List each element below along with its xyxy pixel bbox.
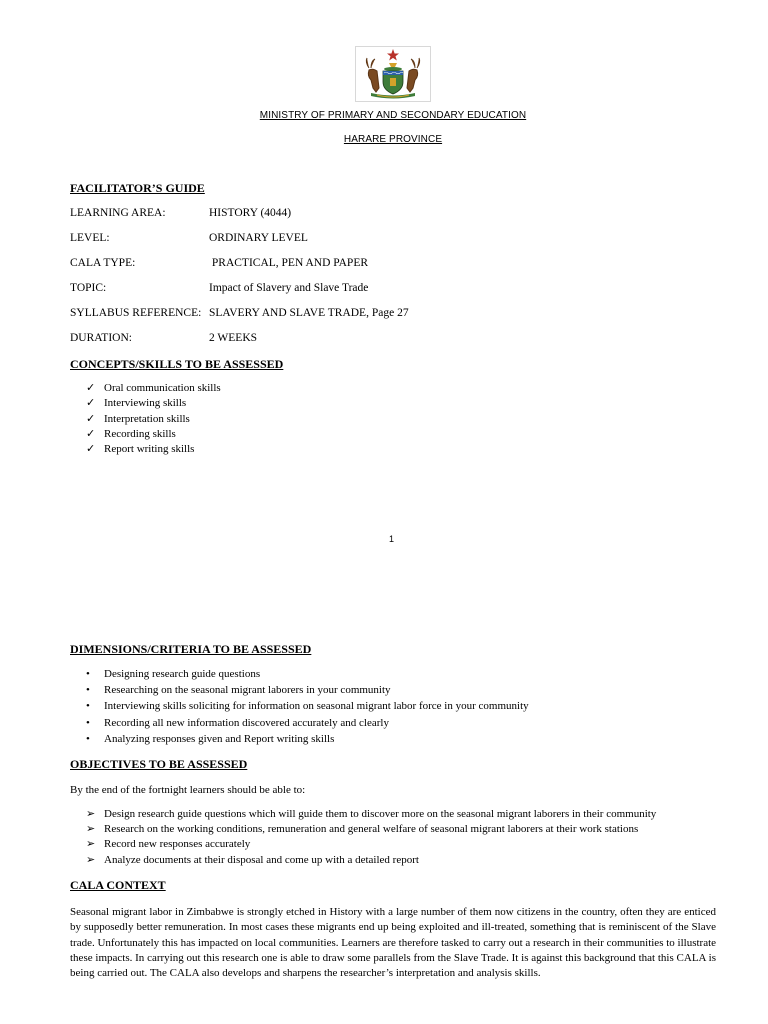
syllabus-reference-label: SYLLABUS REFERENCE:	[70, 307, 202, 319]
concepts-heading: CONCEPTS/SKILLS TO BE ASSESSED	[70, 357, 284, 371]
duration-label: DURATION:	[70, 332, 132, 344]
checkmark-icon: ✓	[86, 397, 96, 410]
arrow-bullet-icon: ➢	[86, 853, 96, 866]
context-paragraph: Seasonal migrant labor in Zimbabwe is strongly etched in History with a large number of them now citizens in the country, often they are enticed by supposedly better remuneration. In most cases these migrants end up being exploited and ill-treated, something that is reminiscent of the Slave trade. Unfortunately this has impacted on local communities. Learners are therefore tasked to carry out a research in their communities to illustrate these impacts. In carrying out this research one is able to draw some parallels from the Slave Trade. It is against this background that this CALA is being carried out. The CALA also develops and sharpens the researcher’s interpretation and analysis skills.	[70, 906, 717, 980]
checkmark-icon: ✓	[86, 382, 96, 394]
list-item: ✓ Recording skills	[86, 427, 221, 442]
coat-of-arms-emblem	[355, 46, 431, 102]
list-item: ✓ Oral communication skills	[86, 381, 221, 396]
list-item: • Designing research guide questions	[86, 666, 529, 682]
province-header: HARARE PROVINCE	[343, 134, 443, 145]
checkmark-icon: ✓	[86, 443, 96, 456]
learning-area-value: HISTORY (4044)	[209, 207, 292, 219]
list-item: ➢ Research on the working conditions, remuneration and general welfare of seasonal migrant laborers at their work stations	[86, 822, 656, 837]
guide-title: FACILITATOR’S GUIDE	[70, 181, 205, 195]
list-item: ✓ Report writing skills	[86, 442, 221, 457]
context-heading: CALA CONTEXT	[70, 878, 166, 892]
syllabus-reference-value: SLAVERY AND SLAVE TRADE, Page 27	[209, 307, 409, 319]
page-number: 1	[389, 534, 395, 544]
list-item: • Recording all new information discovered accurately and clearly	[86, 715, 529, 731]
bullet-icon: •	[86, 732, 90, 745]
level-value: ORDINARY LEVEL	[209, 232, 308, 244]
bullet-icon: •	[86, 684, 90, 697]
topic-value: Impact of Slavery and Slave Trade	[209, 282, 369, 294]
list-item: • Analyzing responses given and Report writing skills	[86, 731, 529, 747]
duration-value: 2 WEEKS	[209, 332, 258, 344]
coat-of-arms-icon	[355, 46, 431, 102]
list-item: ➢ Design research guide questions which will guide them to discover more on the seasonal migrant laborers in their community	[86, 807, 656, 822]
bullet-icon: •	[86, 716, 90, 729]
list-item: ➢ Analyze documents at their disposal and come up with a detailed report	[86, 853, 656, 868]
list-item: ✓ Interviewing skills	[86, 396, 221, 411]
objectives-intro: By the end of the fortnight learners should be able to:	[70, 784, 306, 796]
checkmark-icon: ✓	[86, 412, 96, 425]
arrow-bullet-icon: ➢	[86, 838, 96, 851]
objectives-list	[86, 807, 656, 868]
objectives-heading: OBJECTIVES TO BE ASSESSED	[70, 757, 248, 771]
dimensions-heading: DIMENSIONS/CRITERIA TO BE ASSESSED	[70, 642, 312, 656]
bullet-icon: •	[86, 700, 90, 713]
list-item: • Interviewing skills soliciting for information on seasonal migrant labor force in your community	[86, 698, 529, 714]
learning-area-label: LEARNING AREA:	[70, 207, 166, 219]
list-item: ✓ Interpretation skills	[86, 412, 221, 427]
ministry-header: MINISTRY OF PRIMARY AND SECONDARY EDUCATION	[259, 110, 527, 121]
checkmark-icon: ✓	[86, 427, 96, 440]
arrow-bullet-icon: ➢	[86, 808, 96, 820]
list-item: ➢ Record new responses accurately	[86, 837, 656, 852]
dimensions-list	[86, 666, 529, 747]
list-item: • Researching on the seasonal migrant laborers in your community	[86, 682, 529, 698]
bullet-icon: •	[86, 668, 90, 680]
concepts-list	[86, 381, 221, 457]
arrow-bullet-icon: ➢	[86, 823, 96, 836]
cala-type-label: CALA TYPE:	[70, 257, 136, 269]
topic-label: TOPIC:	[70, 282, 107, 294]
cala-type-value: PRACTICAL, PEN AND PAPER	[209, 257, 369, 269]
level-label: LEVEL:	[70, 232, 110, 244]
